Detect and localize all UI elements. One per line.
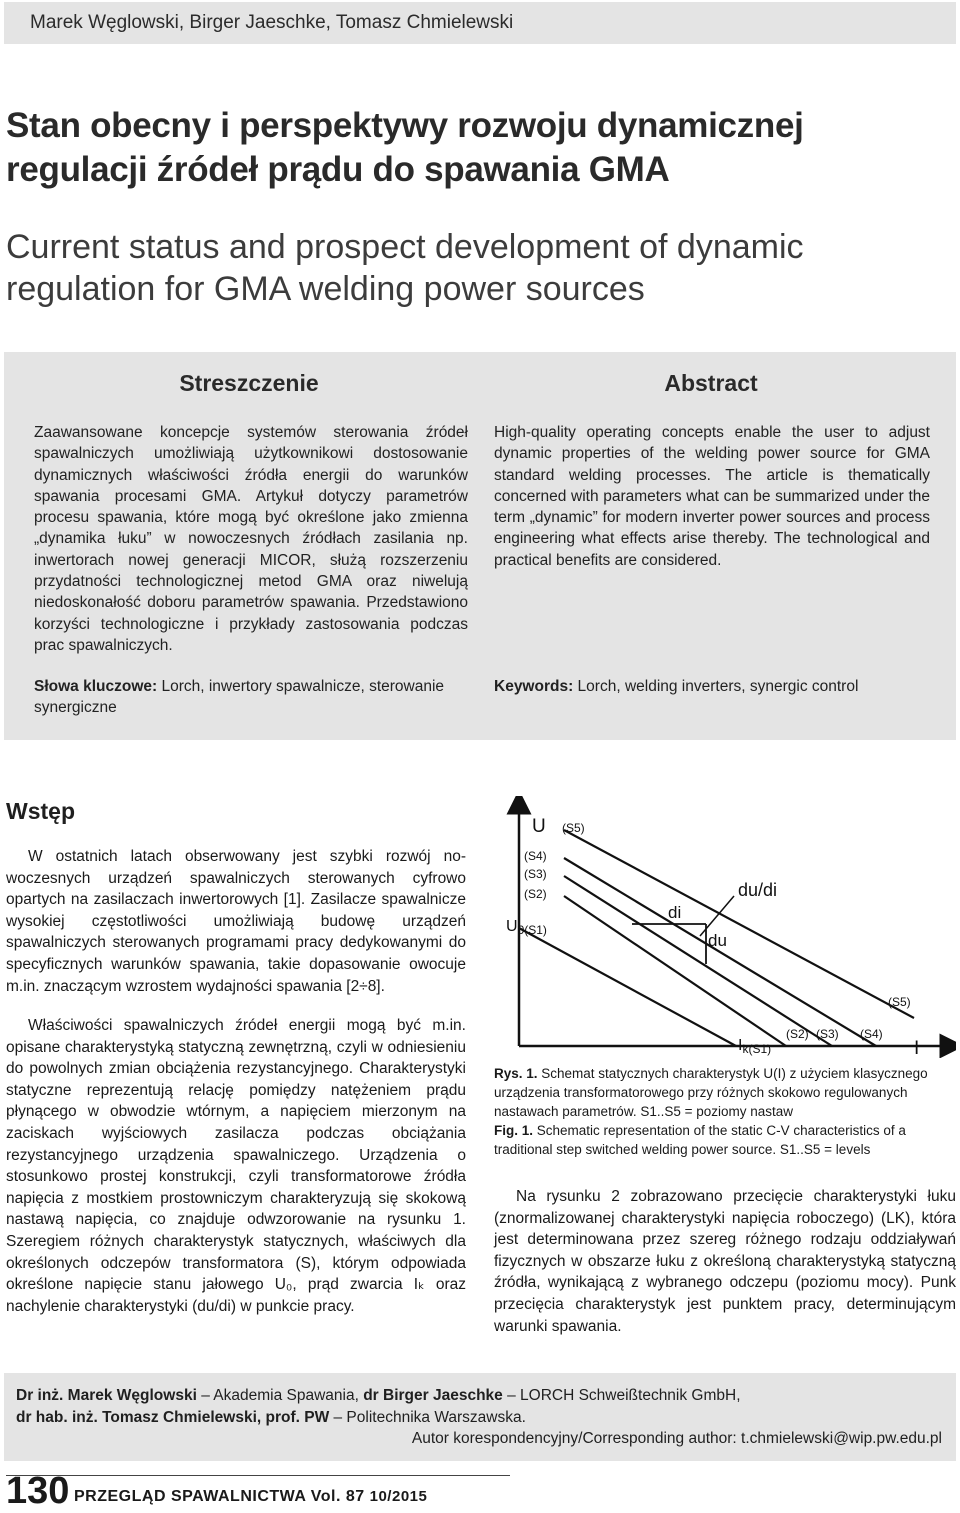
characteristic-s1 [519,928,736,1046]
intro-paragraph-3: Na rysunku 2 zobrazowano przecięcie charakterystyki łuku (znormalizowanej charakterystyki napięcia roboczego) (LK), która jest determinowana przez szereg różnego rodzaju oddziaływań fizycznych w obszarze łuku z określoną charakterystyką statyczną źródła, wynikającą z wybranego odczepu (poziomu mocy). Punk przecięcia charakterystyk jest punktem pracy, determinującym warunki spawania. [494,1188,956,1335]
label-ik [738,1037,771,1056]
characteristic-s5 [564,830,914,1018]
keywords-label-pl: Słowa kluczowe: [34,678,158,695]
abstract-box [4,352,956,740]
author-2: dr Birger Jaeschke [363,1387,503,1404]
label-s5-bottom: (S5) [888,995,911,1009]
label-s2: (S2) [524,887,547,901]
affiliation-line-2 [16,1407,942,1429]
journal-title: PRZEGLĄD SPAWALNICTWA Vol. 87 [74,1488,365,1505]
author-3: dr hab. inż. Tomasz Chmielewski, prof. PW [16,1408,330,1426]
running-header [4,2,956,44]
abstract-heading: Abstract [664,370,758,396]
footer-rule [6,1475,510,1476]
label-u0-main: U [506,918,518,935]
intro-paragraph-2: Właściwości spawalniczych źródeł energii mogą być m.in. opisane charakterystyką statyczną zewnętrzną, czyli w odniesieniu do powolnych zmian obciążenia rezystancyjnego. Charakterystyki statyczne reprezentują relację pomiędzy natężeniem prądu płynącego w obwodzie wtórnym, a napięciem mierzonym na zaciskach wyjściowych zasilacza podczas obciążania rezystancyjnego urządzenia spawalniczego. Urządzenia o stosunkowo prostej konstrukcji, czyli transformatorowe źródła napięcia z mostkiem prostowniczym charakteryzują się skokową nastawą napięcia, co znajduje odwzorowanie na rysunku 1. Szeregiem różnych charakterystyk statycznych, właściwych dla określonych odczepów transformatora (S), którym odpowiada określone napięcie stanu jałowego U₀, prąd zwarcia Iₖ oraz nachylenie charakterystyki (du/di) w punkcie pracy. [6,1017,466,1315]
figure-1-static-characteristics [494,796,956,1058]
abstract-keywords [494,676,934,697]
keywords-en: Lorch, welding inverters, synergic control [573,678,859,695]
affiliation-3: – Politechnika Warszawska. [329,1408,526,1426]
label-du: du [708,931,727,950]
dudi-pointer [700,896,734,936]
abstract-text: High-quality operating concepts enable the user to adjust dynamic properties of the welding power source for GMA standard welding processes. The article is thematically concerned with parameters what can be summarized under the term „dynamic” for modern inverter power sources and process engineering what effects arise thereby. The technological and practical benefits are considered. [494,424,930,569]
label-s5-top: (S5) [562,821,585,835]
label-ik-sub: k(S1) [742,1042,772,1056]
streszczenie-heading: Streszczenie [179,370,319,396]
affiliation-line-1 [16,1385,942,1407]
streszczenie-text: Zaawansowane koncepcje systemów sterowania źródeł spawalniczych umożliwiają użytkownikowi dostosowanie dynamicznych właściwości źródła energii do warunków spawania procesami GMA. Artykuł dotyczy parametrów procesu spawania, które mogą być określone jako zmienna „dynamika łuku” w nowoczesnych źródłach zasilania np. inwertorach nowej generacji MICOR, służą rozszerzeniu przydatności technologicznej metod GMA oraz niwelują niedoskonałość doboru parametrów spawania. Przedstawiono korzyści technologiczne i przykłady zastosowania podczas prac spawalniczych. [34,424,468,654]
characteristic-s4 [564,858,876,1046]
journal-name [74,1488,427,1506]
axis-label-u: U [532,816,546,837]
streszczenie-keywords [34,676,468,719]
figure-caption-pl [494,1064,956,1121]
label-s2-bottom: (S2) [786,1027,809,1041]
caption-pl-text: Schemat statycznych charakterystyk U(I) z użyciem klasycznego urządzenia transformatorowego przy różnych skokowo regulowanych nastawach parametrów. S1..S5 = poziomy nastaw [494,1066,928,1119]
label-s4-bottom: (S4) [860,1027,883,1041]
caption-en-label: Fig. 1. [494,1123,534,1138]
section-heading-intro: Wstęp [6,798,75,824]
label-s3: (S3) [524,867,547,881]
corresponding-author: Autor korespondencyjny/Corresponding author: t.chmielewski@wip.pw.edu.pl [411,1430,942,1447]
intro-paragraph-1: W ostatnich latach obserwowany jest szybki rozwój nowoczesnych urządzeń spawalniczych sterowanych cyfrowo opartych na zasilaczach inwertorowych [1]. Zasilacze spawalnicze wysokiej częstotliwości umożliwiają budowę urządzeń spawalniczych sterowanych programami pracy dedykowanymi do specyficznych warunków spawania, takie dopasowanie owocuje m.in. znaczącym wzrostem wydajności spawania [2÷8]. [6,848,466,995]
label-s4: (S4) [524,849,547,863]
label-s3-bottom: (S3) [816,1027,839,1041]
label-ik-main: I [738,1037,743,1054]
keywords-pl: Lorch, inwertory spawalnicze, sterowanie synergiczne [34,678,445,717]
label-di: di [668,903,682,922]
title-polish: Stan obecny i perspektywy rozwoju dynamicznej regulacji źródeł prądu do spawania GMA [6,106,804,189]
caption-en-text: Schematic representation of the static C-V characteristics of a traditional step switched welding power source. S1..S5 = levels [494,1123,906,1157]
affiliation-2: – LORCH Schweißtechnik GmbH, [502,1387,741,1404]
figure-caption-en [494,1121,956,1159]
header-authors: Marek Węglowski, Birger Jaeschke, Tomasz Chmielewski [30,12,514,33]
journal-issue: 10/2015 [369,1488,428,1505]
caption-pl-label: Rys. 1. [494,1066,538,1081]
label-u0 [506,918,547,937]
page-number: 130 [6,1470,70,1512]
axis-label-i: I [914,1038,920,1058]
label-dudi: du/di [738,880,778,900]
title-english: Current status and prospect development of dynamic regulation for GMA welding power sources [6,228,804,308]
author-1: Dr inż. Marek Węglowski [16,1387,197,1404]
keywords-label-en: Keywords: [494,678,574,695]
affiliation-box [4,1373,956,1461]
affiliation-1: – Akademia Spawania, [196,1387,364,1404]
label-u0-sub: 0(S1) [517,923,547,937]
